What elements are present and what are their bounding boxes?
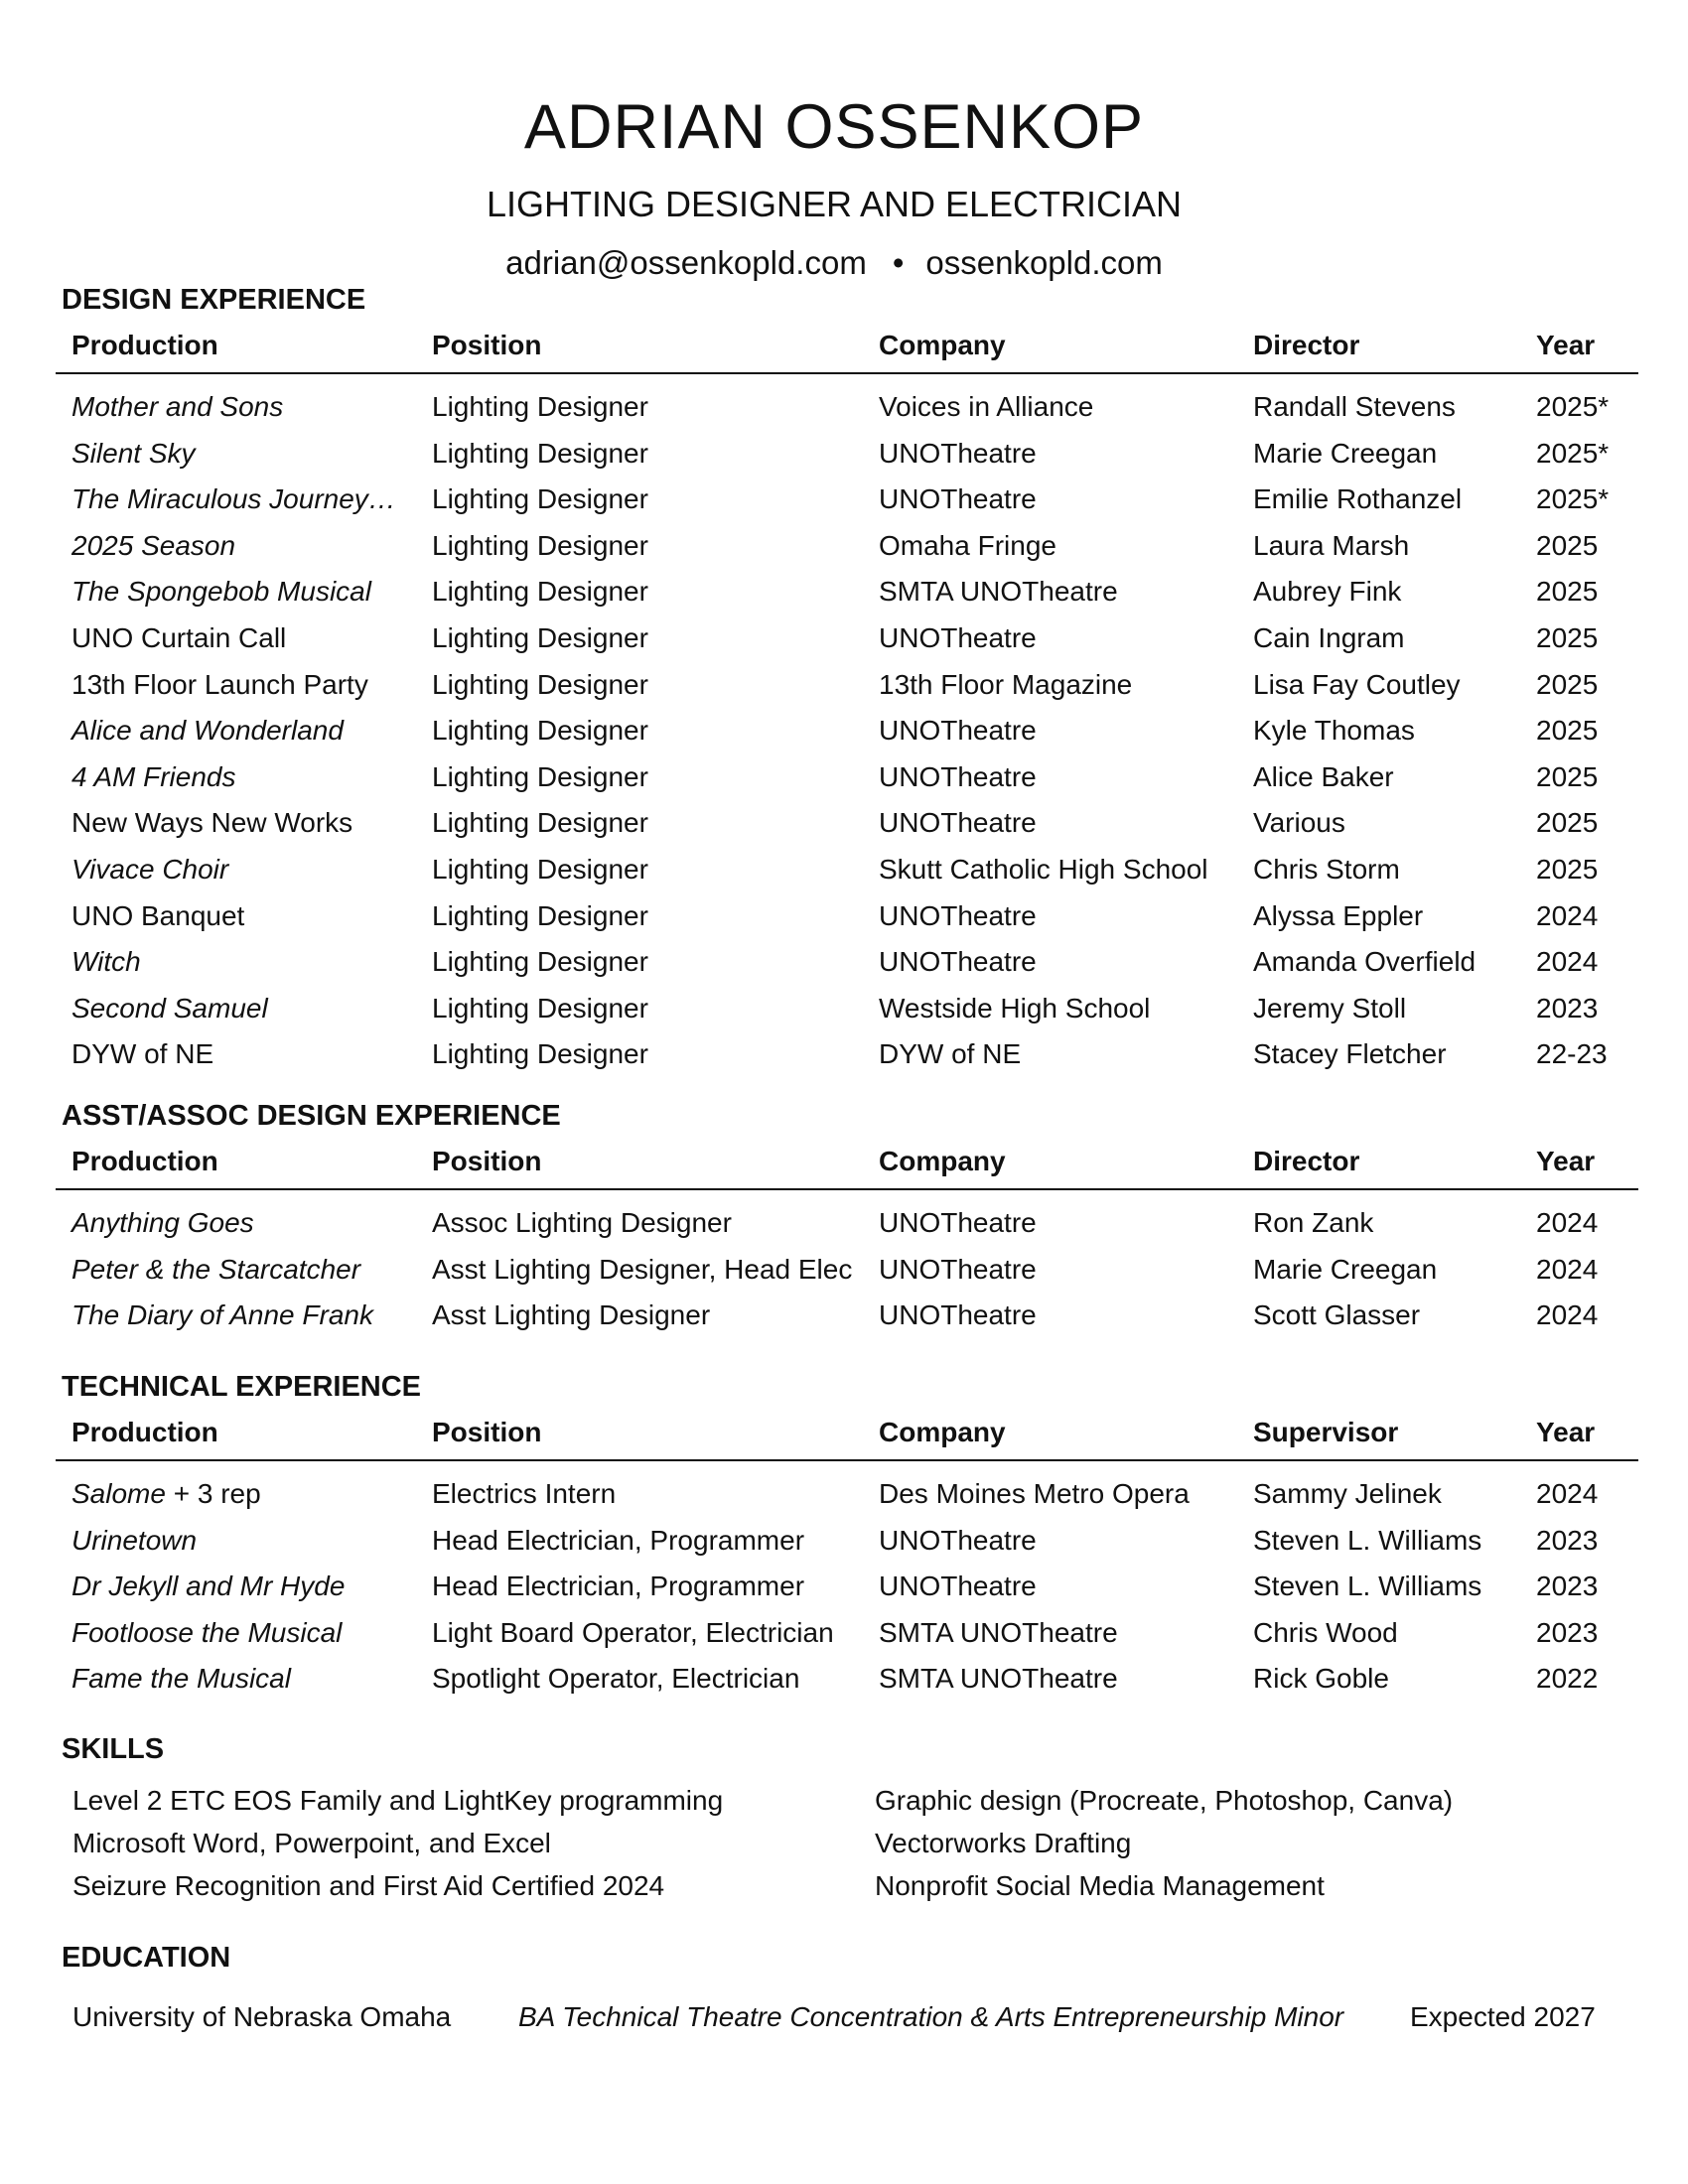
cell-director: Amanda Overfield	[1253, 946, 1477, 978]
cell-production	[71, 1299, 373, 1331]
email-link[interactable]: adrian@ossenkopld.com	[505, 244, 867, 281]
cell-director: Chris Storm	[1253, 854, 1400, 885]
table-row	[0, 1299, 1688, 1345]
production-suffix: + 3 rep	[165, 1478, 261, 1509]
skill-item: Level 2 ETC EOS Family and LightKey programming	[72, 1785, 724, 1816]
cell-director: Kyle Thomas	[1253, 715, 1415, 747]
cell-supervisor: Sammy Jelinek	[1253, 1478, 1442, 1509]
cell-director: Marie Creegan	[1253, 1253, 1438, 1285]
production-title: Salome	[71, 1478, 166, 1509]
column-header-production: Production	[71, 1146, 218, 1176]
column-header-company: Company	[879, 1417, 1006, 1447]
production-title: Witch	[71, 946, 141, 978]
cell-director: Stacey Fletcher	[1253, 1038, 1447, 1070]
cell-production	[71, 715, 344, 747]
cell-production	[71, 530, 235, 562]
table-row	[0, 807, 1688, 853]
cell-director: Scott Glasser	[1253, 1299, 1421, 1330]
cell-position: Lighting Designer	[432, 992, 648, 1024]
cell-company: UNOTheatre	[879, 483, 1037, 515]
table-row	[0, 900, 1688, 946]
cell-director: Lisa Fay Coutley	[1253, 668, 1461, 700]
cell-director: Alice Baker	[1253, 760, 1394, 792]
cell-director: Ron Zank	[1253, 1207, 1374, 1238]
cell-company: UNOTheatre	[879, 1253, 1037, 1285]
cell-company: SMTA UNOTheatre	[879, 576, 1118, 608]
production-title: Silent Sky	[71, 437, 196, 469]
section-title: SKILLS	[62, 1733, 165, 1765]
table-row	[0, 1617, 1688, 1663]
cell-production	[71, 1207, 254, 1239]
column-header-company: Company	[879, 1146, 1006, 1176]
cell-company: UNOTheatre	[879, 1207, 1037, 1238]
production-title: 13th Floor Launch Party	[71, 668, 368, 700]
cell-director: Aubrey Fink	[1253, 576, 1402, 608]
cell-director: Alyssa Eppler	[1253, 899, 1424, 931]
skill-item: Vectorworks Drafting	[875, 1828, 1132, 1858]
section-title: TECHNICAL EXPERIENCE	[62, 1371, 422, 1403]
production-title: Urinetown	[71, 1524, 198, 1556]
cell-position: Lighting Designer	[432, 715, 648, 747]
cell-position: Lighting Designer	[432, 1038, 648, 1070]
cell-year: 2024	[1536, 1478, 1599, 1509]
cell-company: UNOTheatre	[879, 715, 1037, 747]
production-title: New Ways New Works	[71, 807, 353, 839]
cell-position: Head Electrician, Programmer	[432, 1570, 805, 1602]
cell-year: 2024	[1536, 1299, 1599, 1330]
section-title: DESIGN EXPERIENCE	[62, 284, 366, 316]
cell-year: 2025*	[1536, 437, 1610, 469]
cell-supervisor: Steven L. Williams	[1253, 1524, 1482, 1556]
cell-production	[71, 993, 268, 1024]
table-row	[0, 438, 1688, 483]
cell-year: 2025	[1536, 854, 1599, 885]
cell-position: Asst Lighting Designer, Head Elec	[432, 1253, 853, 1285]
column-header-supervisor: Supervisor	[1253, 1417, 1399, 1447]
table-row	[0, 854, 1688, 899]
cell-production	[71, 1617, 342, 1649]
production-title: 4 AM Friends	[71, 760, 236, 792]
skill-item: Microsoft Word, Powerpoint, and Excel	[72, 1828, 551, 1858]
cell-position: Lighting Designer	[432, 576, 648, 608]
table-row	[0, 715, 1688, 760]
cell-position: Lighting Designer	[432, 622, 648, 653]
production-title: Mother and Sons	[71, 391, 284, 422]
cell-production	[71, 669, 368, 701]
cell-position: Head Electrician, Programmer	[432, 1524, 805, 1556]
production-title: The Diary of Anne Frank	[71, 1299, 373, 1330]
cell-position: Lighting Designer	[432, 760, 648, 792]
cell-year: 2025*	[1536, 391, 1610, 422]
cell-company: DYW of NE	[879, 1038, 1022, 1070]
cell-production	[71, 438, 196, 470]
column-header-production: Production	[71, 1417, 218, 1447]
cell-year: 2023	[1536, 992, 1599, 1024]
column-header-production: Production	[71, 330, 218, 360]
column-header-director: Director	[1253, 330, 1360, 360]
cell-supervisor: Chris Wood	[1253, 1616, 1398, 1648]
cell-company: 13th Floor Magazine	[879, 668, 1133, 700]
cell-year: 2025	[1536, 668, 1599, 700]
section-title: EDUCATION	[62, 1942, 231, 1974]
cell-company: UNOTheatre	[879, 760, 1037, 792]
table-row	[0, 993, 1688, 1038]
column-header-director: Director	[1253, 1146, 1360, 1176]
cell-production	[71, 391, 283, 423]
cell-company: UNOTheatre	[879, 437, 1037, 469]
column-header-company: Company	[879, 330, 1006, 360]
table-row	[0, 761, 1688, 807]
cell-company: UNOTheatre	[879, 946, 1037, 978]
cell-director: Laura Marsh	[1253, 529, 1410, 561]
cell-company: UNOTheatre	[879, 622, 1037, 653]
cell-company: Omaha Fringe	[879, 529, 1056, 561]
table-row	[0, 1207, 1688, 1253]
cell-year: 2025	[1536, 715, 1599, 747]
education-degree: BA Technical Theatre Concentration & Arts Entrepreneurship Minor	[518, 2001, 1344, 2032]
section-title: ASST/ASSOC DESIGN EXPERIENCE	[62, 1100, 561, 1132]
cell-production	[71, 483, 396, 515]
table-row	[0, 391, 1688, 437]
cell-production	[71, 900, 244, 932]
cell-production	[71, 1663, 291, 1695]
cell-production	[71, 1570, 345, 1602]
cell-company: UNOTheatre	[879, 1524, 1037, 1556]
table-row	[0, 483, 1688, 529]
cell-year: 2025	[1536, 807, 1599, 839]
cell-year: 2024	[1536, 1253, 1599, 1285]
cell-production	[71, 807, 352, 839]
cell-production	[71, 1254, 360, 1286]
cell-position: Lighting Designer	[432, 529, 648, 561]
cell-position: Lighting Designer	[432, 483, 648, 515]
contact-line	[0, 244, 1668, 282]
cell-position: Lighting Designer	[432, 807, 648, 839]
education-expected: Expected 2027	[1410, 2001, 1596, 2032]
production-title: UNO Curtain Call	[71, 622, 287, 653]
table-row	[0, 1663, 1688, 1708]
cell-company: Westside High School	[879, 992, 1151, 1024]
table-row	[0, 669, 1688, 715]
cell-year: 2023	[1536, 1524, 1599, 1556]
cell-year: 2023	[1536, 1570, 1599, 1602]
cell-year: 2024	[1536, 899, 1599, 931]
production-title: Dr Jekyll and Mr Hyde	[71, 1570, 346, 1602]
cell-production	[71, 576, 371, 608]
table-row	[0, 1525, 1688, 1570]
cell-position: Lighting Designer	[432, 854, 648, 885]
column-header-year: Year	[1536, 1417, 1596, 1447]
cell-production	[71, 1478, 261, 1510]
cell-year: 2025	[1536, 529, 1599, 561]
production-title: 2025 Season	[71, 529, 236, 561]
cell-company: UNOTheatre	[879, 1299, 1037, 1330]
table-row	[0, 1570, 1688, 1616]
production-title: DYW of NE	[71, 1038, 214, 1070]
production-title: Vivace Choir	[71, 854, 229, 885]
cell-position: Asst Lighting Designer	[432, 1299, 711, 1330]
cell-company: Skutt Catholic High School	[879, 854, 1208, 885]
cell-position: Lighting Designer	[432, 391, 648, 422]
table-row	[0, 576, 1688, 621]
production-title: Footloose the Musical	[71, 1616, 343, 1648]
skill-item: Graphic design (Procreate, Photoshop, Canva)	[875, 1785, 1454, 1816]
production-title: Second Samuel	[71, 992, 268, 1024]
table-row	[0, 946, 1688, 992]
cell-company: Des Moines Metro Opera	[879, 1478, 1190, 1509]
skill-item: Nonprofit Social Media Management	[875, 1870, 1325, 1901]
section-divider	[56, 1459, 1638, 1461]
skill-item: Seizure Recognition and First Aid Certified 2024	[72, 1870, 665, 1901]
column-header-year: Year	[1536, 1146, 1596, 1176]
cell-director: Emilie Rothanzel	[1253, 483, 1463, 515]
cell-supervisor: Rick Goble	[1253, 1663, 1389, 1695]
table-row	[0, 530, 1688, 576]
cell-year: 22-23	[1536, 1038, 1608, 1070]
cell-company: Voices in Alliance	[879, 391, 1094, 422]
cell-position: Assoc Lighting Designer	[432, 1207, 732, 1238]
cell-director: Various	[1253, 807, 1345, 839]
cell-production	[71, 1525, 197, 1557]
cell-year: 2022	[1536, 1663, 1599, 1695]
cell-production	[71, 946, 141, 978]
bullet-separator: •	[892, 244, 905, 281]
resume-name: ADRIAN OSSENKOP	[523, 92, 1145, 162]
cell-year: 2024	[1536, 946, 1599, 978]
cell-year: 2025	[1536, 760, 1599, 792]
cell-company: UNOTheatre	[879, 807, 1037, 839]
cell-director: Cain Ingram	[1253, 622, 1405, 653]
production-title: Fame the Musical	[71, 1663, 291, 1695]
cell-year: 2025	[1536, 576, 1599, 608]
table-row	[0, 1478, 1688, 1524]
production-title: The Spongebob Musical	[71, 576, 371, 608]
column-header-position: Position	[432, 330, 542, 360]
cell-position: Electrics Intern	[432, 1478, 617, 1509]
table-row	[0, 622, 1688, 668]
table-row	[0, 1254, 1688, 1299]
cell-year: 2023	[1536, 1616, 1599, 1648]
website-link[interactable]: ossenkopld.com	[925, 244, 1163, 281]
production-title: Alice and Wonderland	[71, 715, 344, 747]
section-divider	[56, 372, 1638, 374]
cell-position: Lighting Designer	[432, 899, 648, 931]
cell-year: 2025*	[1536, 483, 1610, 515]
production-title: UNO Banquet	[71, 899, 245, 931]
column-header-position: Position	[432, 1417, 542, 1447]
cell-company: SMTA UNOTheatre	[879, 1616, 1118, 1648]
section-divider	[56, 1188, 1638, 1190]
cell-supervisor: Steven L. Williams	[1253, 1570, 1482, 1602]
cell-company: UNOTheatre	[879, 899, 1037, 931]
cell-production	[71, 761, 235, 793]
cell-position: Lighting Designer	[432, 668, 648, 700]
cell-production	[71, 854, 228, 886]
education-school: University of Nebraska Omaha	[72, 2001, 452, 2032]
cell-company: UNOTheatre	[879, 1570, 1037, 1602]
cell-position: Spotlight Operator, Electrician	[432, 1663, 800, 1695]
cell-director: Randall Stevens	[1253, 391, 1456, 422]
production-title: Peter & the Starcatcher	[71, 1253, 361, 1285]
cell-production	[71, 1038, 213, 1070]
column-header-year: Year	[1536, 330, 1596, 360]
cell-year: 2025	[1536, 622, 1599, 653]
cell-year: 2024	[1536, 1207, 1599, 1238]
cell-position: Light Board Operator, Electrician	[432, 1616, 834, 1648]
cell-position: Lighting Designer	[432, 437, 648, 469]
cell-company: SMTA UNOTheatre	[879, 1663, 1118, 1695]
cell-director: Marie Creegan	[1253, 437, 1438, 469]
cell-director: Jeremy Stoll	[1253, 992, 1407, 1024]
production-title: Anything Goes	[71, 1207, 254, 1238]
production-title: The Miraculous Journey…	[71, 483, 396, 515]
cell-production	[71, 622, 286, 654]
resume-title: LIGHTING DESIGNER AND ELECTRICIAN	[486, 184, 1183, 224]
column-header-position: Position	[432, 1146, 542, 1176]
table-row	[0, 1038, 1688, 1084]
cell-position: Lighting Designer	[432, 946, 648, 978]
